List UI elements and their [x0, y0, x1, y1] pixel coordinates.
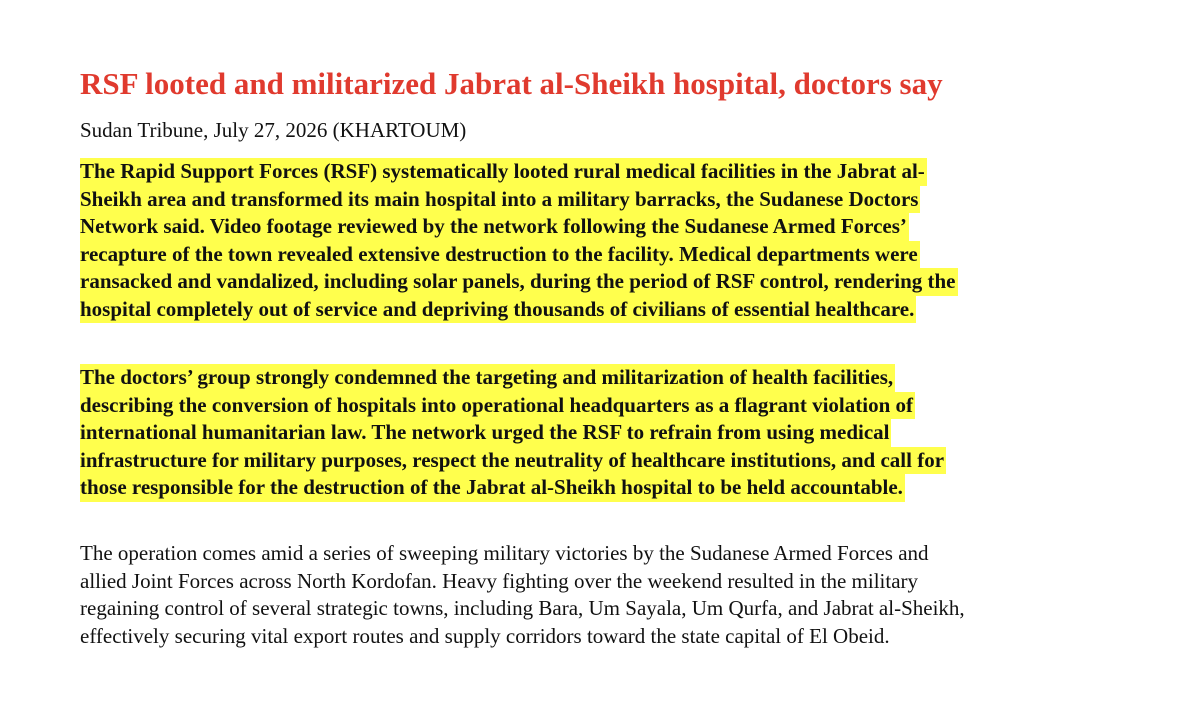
paragraph-line: The operation comes amid a series of sweeping military victories by the Sudanese Armed Forces and — [80, 541, 929, 565]
paragraph-line: Sheikh area and transformed its main hospital into a military barracks, the Sudanese Doctors — [80, 186, 920, 214]
paragraph-line: recapture of the town revealed extensive destruction to the facility. Medical departments were — [80, 241, 920, 269]
paragraph-line: regaining control of several strategic towns, including Bara, Um Sayala, Um Qurfa, and Jabrat al-Sheikh, — [80, 596, 965, 620]
paragraph-line: international humanitarian law. The network urged the RSF to refrain from using medical — [80, 419, 891, 447]
article-byline: Sudan Tribune, July 27, 2026 (KHARTOUM) — [80, 118, 467, 142]
article-paragraph-1 — [80, 158, 958, 323]
article-paragraph-2 — [80, 364, 946, 502]
article-headline: RSF looted and militarized Jabrat al-Sheikh hospital, doctors say — [80, 66, 943, 101]
paragraph-line: allied Joint Forces across North Kordofan. Heavy fighting over the weekend resulted in the military — [80, 568, 919, 593]
paragraph-line: describing the conversion of hospitals into operational headquarters as a flagrant violation of — [80, 392, 915, 420]
paragraph-line: those responsible for the destruction of the Jabrat al-Sheikh hospital to be held accountable. — [80, 474, 905, 502]
paragraph-line: hospital completely out of service and depriving thousands of civilians of essential healthcare. — [80, 296, 916, 324]
paragraph-line: ransacked and vandalized, including solar panels, during the period of RSF control, rendering the — [80, 268, 958, 296]
paragraph-line: effectively securing vital export routes and supply corridors toward the state capital of El Obeid. — [80, 623, 890, 648]
paragraph-line: Network said. Video footage reviewed by the network following the Sudanese Armed Forces’ — [80, 213, 909, 241]
paragraph-line: The Rapid Support Forces (RSF) systematically looted rural medical facilities in the Jabrat al- — [80, 158, 927, 186]
paragraph-line: infrastructure for military purposes, respect the neutrality of healthcare institutions, and call for — [80, 447, 946, 475]
paragraph-line: The doctors’ group strongly condemned the targeting and militarization of health facilities, — [80, 364, 895, 392]
article-paragraph-3 — [80, 540, 965, 650]
